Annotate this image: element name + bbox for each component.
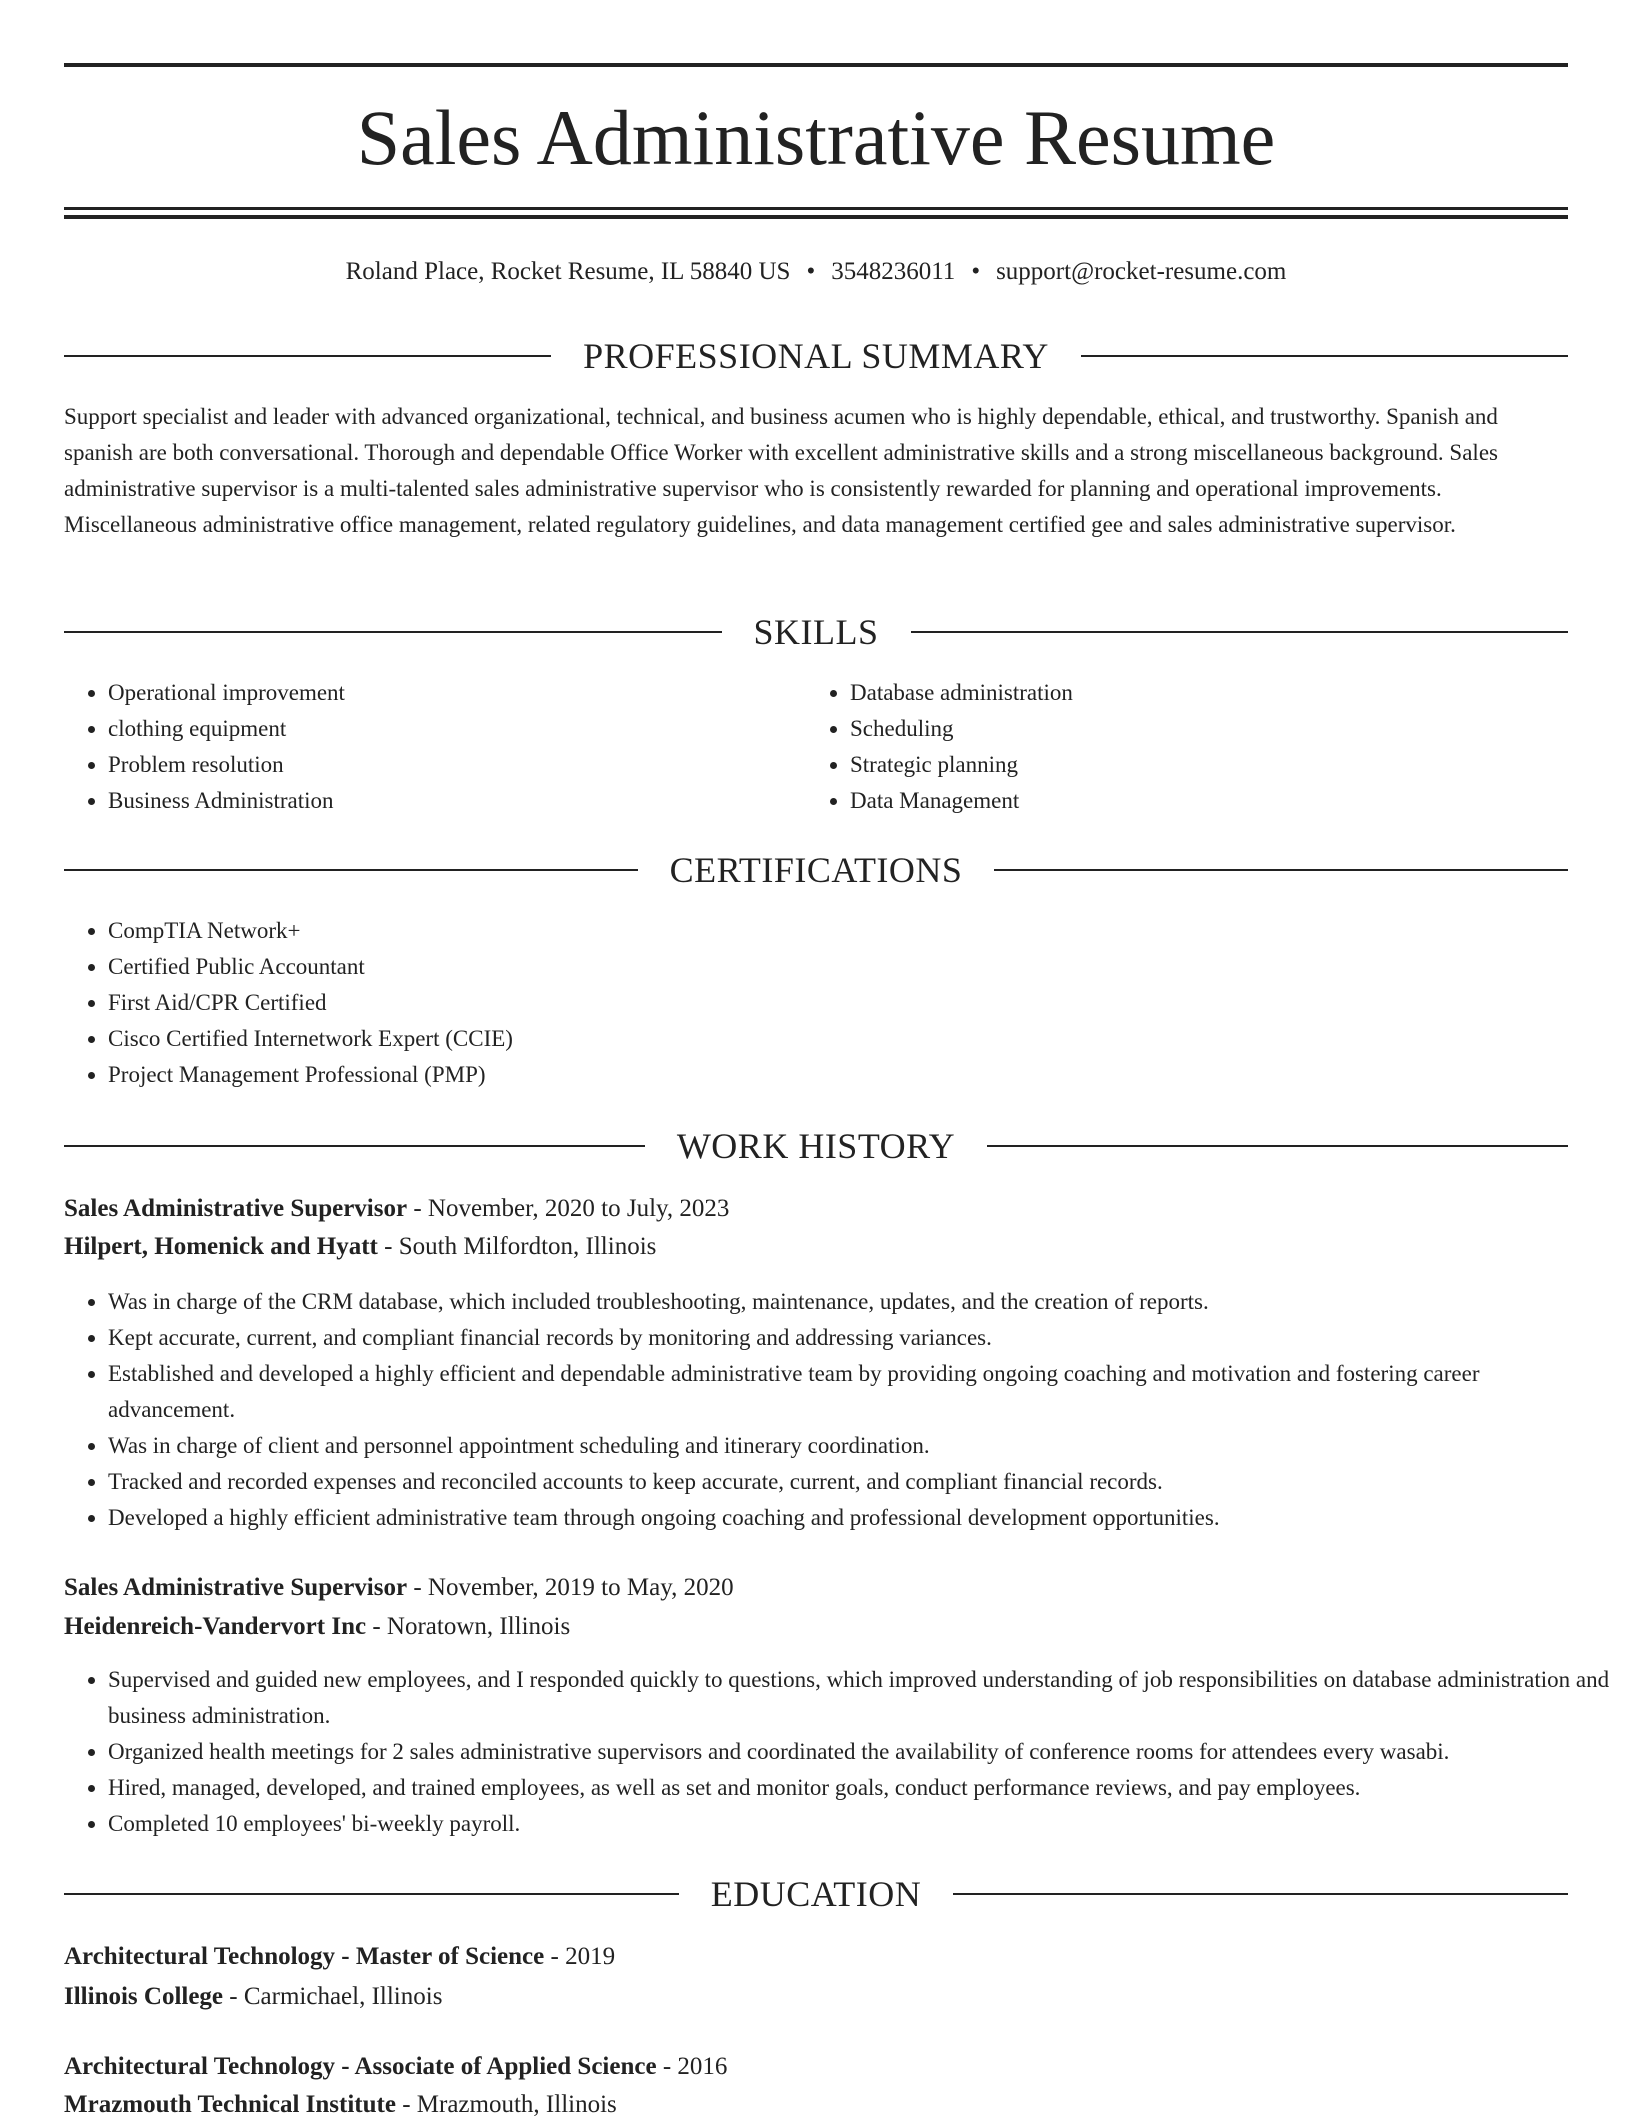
divider-line bbox=[64, 869, 638, 871]
contact-address: Roland Place, Rocket Resume, IL 58840 US bbox=[345, 258, 791, 285]
skill-item: • Problem resolution bbox=[108, 747, 808, 783]
degree-year: - 2016 bbox=[656, 2053, 728, 2080]
school: Illinois College bbox=[64, 1983, 224, 2010]
divider-line bbox=[64, 631, 722, 633]
job-company: Heidenreich-Vandervort Inc bbox=[64, 1613, 367, 1640]
job-dates: - November, 2020 to July, 2023 bbox=[407, 1195, 730, 1222]
job-bullet: • Supervised and guided new employees, and I responded quickly to questions, which improved understanding of job responsibilities on database administration and business administration. bbox=[108, 1662, 1612, 1734]
skills-list-left bbox=[64, 675, 808, 819]
job-company: Hilpert, Homenick and Hyatt bbox=[64, 1233, 378, 1260]
skills-heading bbox=[64, 610, 1568, 654]
job-bullet: • Completed 10 employees' bi-weekly payroll. bbox=[108, 1806, 1612, 1842]
job-company-line bbox=[64, 1608, 1568, 1646]
job-bullet: • Hired, managed, developed, and trained employees, as well as set and monitor goals, conduct performance reviews, and pay employees. bbox=[108, 1770, 1612, 1806]
certifications-heading-label: CERTIFICATIONS bbox=[669, 850, 963, 890]
job-bullet: • Organized health meetings for 2 sales administrative supervisors and coordinated the availability of conference rooms for attendees every wasabi. bbox=[108, 1734, 1612, 1770]
contact-separator: • bbox=[971, 258, 981, 285]
education-heading bbox=[64, 1872, 1568, 1916]
degree-line bbox=[64, 1938, 1568, 1976]
certification-item: • Certified Public Accountant bbox=[108, 949, 1608, 985]
job-bullet: • Kept accurate, current, and compliant financial records by monitoring and addressing variances. bbox=[108, 1320, 1612, 1356]
title-rule-lower bbox=[64, 215, 1568, 219]
school-line bbox=[64, 2086, 1568, 2124]
degree-year: - 2019 bbox=[544, 1943, 616, 1970]
top-rule bbox=[64, 63, 1568, 67]
summary-heading-label: PROFESSIONAL SUMMARY bbox=[583, 336, 1049, 376]
job-dates: - November, 2019 to May, 2020 bbox=[407, 1574, 734, 1601]
skill-item: • Strategic planning bbox=[850, 747, 1550, 783]
job-title: Sales Administrative Supervisor bbox=[64, 1574, 408, 1601]
school: Mrazmouth Technical Institute bbox=[64, 2091, 396, 2118]
skill-item: • clothing equipment bbox=[108, 711, 808, 747]
contact-phone: 3548236011 bbox=[831, 258, 956, 285]
job-bullet: • Was in charge of the CRM database, which included troubleshooting, maintenance, updates, and the creation of reports. bbox=[108, 1284, 1612, 1320]
degree-line bbox=[64, 2048, 1568, 2086]
work-heading bbox=[64, 1124, 1568, 1168]
job-title-line bbox=[64, 1569, 1568, 1607]
divider-line bbox=[64, 355, 551, 357]
degree: Architectural Technology - Associate of Applied Science bbox=[64, 2053, 657, 2080]
work-heading-label: WORK HISTORY bbox=[676, 1126, 956, 1166]
job-bullet: • Established and developed a highly efficient and dependable administrative team by providing ongoing coaching and motivation and fostering career advancement. bbox=[108, 1356, 1612, 1428]
divider-line bbox=[994, 869, 1568, 871]
job-bullets bbox=[64, 1284, 1612, 1536]
certification-item: • CompTIA Network+ bbox=[108, 913, 1608, 949]
job-title-line bbox=[64, 1190, 1568, 1228]
skill-item: • Operational improvement bbox=[108, 675, 808, 711]
divider-line bbox=[64, 1145, 645, 1147]
certification-item: • Project Management Professional (PMP) bbox=[108, 1057, 1608, 1093]
divider-line bbox=[987, 1145, 1568, 1147]
skill-item: • Data Management bbox=[850, 783, 1550, 819]
job-location: - Noratown, Illinois bbox=[366, 1613, 571, 1640]
divider-line bbox=[953, 1893, 1568, 1895]
job-title: Sales Administrative Supervisor bbox=[64, 1195, 408, 1222]
contact-line bbox=[64, 254, 1568, 290]
job-bullet: • Tracked and recorded expenses and reconciled accounts to keep accurate, current, and compliant financial records. bbox=[108, 1464, 1612, 1500]
certifications-list bbox=[64, 913, 1608, 1093]
divider-line bbox=[911, 631, 1569, 633]
skill-item: • Business Administration bbox=[108, 783, 808, 819]
school-location: - Carmichael, Illinois bbox=[223, 1983, 443, 2010]
divider-line bbox=[64, 1893, 679, 1895]
page-title: Sales Administrative Resume bbox=[356, 94, 1276, 181]
title-rule-upper bbox=[64, 207, 1568, 210]
job-location: - South Milfordton, Illinois bbox=[377, 1233, 657, 1260]
skill-item: • Scheduling bbox=[850, 711, 1550, 747]
summary-heading bbox=[64, 334, 1568, 378]
certifications-heading bbox=[64, 848, 1568, 892]
certification-item: • Cisco Certified Internetwork Expert (CCIE) bbox=[108, 1021, 1608, 1057]
skills-list-right bbox=[806, 675, 1550, 819]
skills-heading-label: SKILLS bbox=[753, 612, 879, 652]
job-bullets bbox=[64, 1662, 1612, 1842]
contact-separator: • bbox=[806, 258, 816, 285]
divider-line bbox=[1081, 355, 1568, 357]
education-heading-label: EDUCATION bbox=[710, 1874, 922, 1914]
school-location: - Mrazmouth, Illinois bbox=[395, 2091, 617, 2118]
skill-item: • Database administration bbox=[850, 675, 1550, 711]
summary-text: Support specialist and leader with advanced organizational, technical, and business acumen who is highly dependable, ethical, and trustworthy. Spanish and spanish are both conversational. Thorough and dependable Office Worker with excellent administrative skills and a strong miscellaneous background. Sales administrative supervisor is a multi-talented sales administrative supervisor who is consistently rewarded for planning and operational improvements. Miscellaneous administrative office management, related regulatory guidelines, and data management certified gee and sales administrative supervisor. bbox=[64, 404, 1498, 537]
job-company-line bbox=[64, 1228, 1568, 1266]
job-bullet: • Was in charge of client and personnel appointment scheduling and itinerary coordination. bbox=[108, 1428, 1612, 1464]
job-bullet: • Developed a highly efficient administrative team through ongoing coaching and professional development opportunities. bbox=[108, 1500, 1612, 1536]
degree: Architectural Technology - Master of Science bbox=[64, 1943, 545, 1970]
certification-item: • First Aid/CPR Certified bbox=[108, 985, 1608, 1021]
contact-email: support@rocket-resume.com bbox=[996, 258, 1287, 285]
school-line bbox=[64, 1978, 1568, 2016]
